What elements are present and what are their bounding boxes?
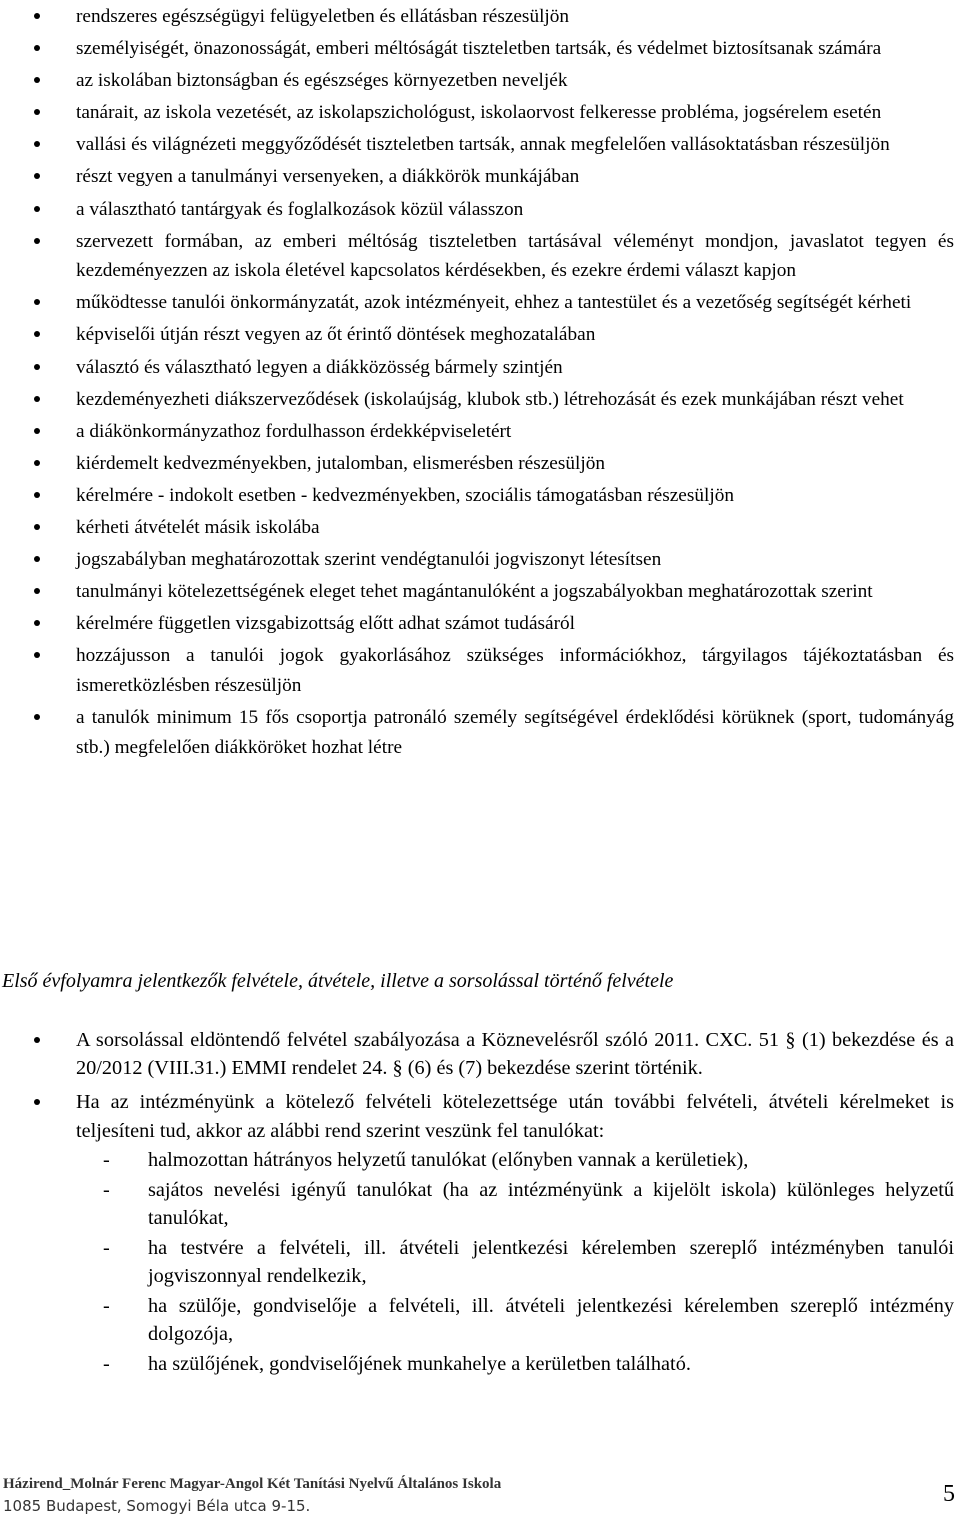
student-rights-list <box>0 2 960 765</box>
bullet-icon <box>34 1099 40 1105</box>
bullet-icon <box>34 492 40 498</box>
bullet-icon <box>34 13 40 19</box>
footer-address: 1085 Budapest, Somogyi Béla utca 9-15. <box>3 1497 311 1515</box>
bullet-icon <box>34 141 40 147</box>
bullet-icon <box>34 588 40 594</box>
bullet-icon <box>34 460 40 466</box>
page-number: 5 <box>943 1481 955 1507</box>
bullet-icon <box>34 652 40 658</box>
bullet-icon <box>34 1037 40 1043</box>
bullet-icon <box>34 714 40 720</box>
bullet-icon <box>34 620 40 626</box>
list-item: vallási és világnézeti meggyőződését tiszteletben tartsák, annak megfelelően vallásoktatásban részesüljön <box>0 130 960 160</box>
list-item: szervezett formában, az emberi méltóság tiszteletben tartásával véleményt mondjon, javaslatot tegyen és kezdeményezzen az iskola életével kapcsolatos kérdésekben, és ezekre érdemi választ kapjon <box>0 227 960 286</box>
list-item: kérelmére független vizsgabizottság előtt adhat számot tudásáról <box>0 609 960 639</box>
bullet-icon <box>34 173 40 179</box>
priority-item: - ha testvére a felvételi, ill. átvételi jelentkezési kérelemben szereplő intézményben tanulói jogviszonnyal rendelkezik, <box>0 1234 954 1290</box>
priority-item: - ha szülője, gondviselője a felvételi, ill. átvételi jelentkezési kérelemben szereplő intézmény dolgozója, <box>0 1292 954 1348</box>
dash-mark: - <box>103 1237 110 1260</box>
list-item: A sorsolással eldöntendő felvétel szabályozása a Köznevelésről szóló 2011. CXC. 51 § (1) bekezdése és a 20/2012 (VIII.31.) EMMI rendelet 24. § (6) és (7) bekezdése szerint történik. <box>0 1026 960 1082</box>
bullet-icon <box>34 428 40 434</box>
priority-list <box>0 1146 954 1378</box>
list-item: hozzájusson a tanulói jogok gyakorlásához szükséges információkhoz, tárgyilagos tájékoztatásban és ismeretközlésben részesüljön <box>0 641 960 700</box>
list-item: részt vegyen a tanulmányi versenyeken, a diákkörök munkájában <box>0 162 960 192</box>
list-item: személyiségét, önazonosságát, emberi méltóságát tiszteletben tartsák, és védelmet biztosítsanak számára <box>0 34 960 64</box>
bullet-icon <box>34 331 40 337</box>
list-item: választó és választható legyen a diákközösség bármely szintjén <box>0 353 960 383</box>
list-item: a választható tantárgyak és foglalkozások közül válasszon <box>0 195 960 225</box>
priority-item: - ha szülőjének, gondviselőjének munkahelye a kerületben található. <box>0 1350 954 1378</box>
bullet-icon <box>34 396 40 402</box>
dash-mark: - <box>103 1295 110 1318</box>
list-item: Ha az intézményünk a kötelező felvételi kötelezettsége után további felvételi, átvételi kérelmeket is teljesíteni tud, akkor az alábbi rend szerint veszünk fel tanulókat: - halmozottan hátrányos helyzetű tanulókat (előnyben vannak a kerületiek), - sajátos nevelési igényű tanulókat (ha az intézményünk a kijelölt iskola) különleges helyzetű tanulókat, - ha testvére a felvételi, ill. átvételi jelentkezési kérelemben szereplő intézményben tanulói jogviszonnyal rendelkezik, - ha szülője, gondviselője a felvételi, ill. átvételi jelentkezési kérelemben szereplő intézmény dolgozója, - ha szülőjének, gondviselőjének munkahelye a kerületben található. <box>0 1088 960 1378</box>
list-item: tanárait, az iskola vezetését, az iskolapszichológust, iskolaorvost felkeresse probléma, jogsérelem esetén <box>0 98 960 128</box>
priority-item: - sajátos nevelési igényű tanulókat (ha az intézményünk a kijelölt iskola) különleges helyzetű tanulókat, <box>0 1176 954 1232</box>
list-item: kezdeményezheti diákszerveződések (iskolaújság, klubok stb.) létrehozását és ezek munkájában részt vehet <box>0 385 960 415</box>
admission-list <box>0 1026 960 1384</box>
list-item: kérelmére - indokolt esetben - kedvezményekben, szociális támogatásban részesüljön <box>0 481 960 511</box>
list-item: az iskolában biztonságban és egészséges környezetben neveljék <box>0 66 960 96</box>
list-item: kérheti átvételét másik iskolába <box>0 513 960 543</box>
bullet-icon <box>34 299 40 305</box>
bullet-icon <box>34 364 40 370</box>
bullet-icon <box>34 556 40 562</box>
dash-mark: - <box>103 1179 110 1202</box>
list-item: a diákönkormányzathoz fordulhasson érdekképviseletért <box>0 417 960 447</box>
bullet-icon <box>34 238 40 244</box>
bullet-icon <box>34 77 40 83</box>
list-item: a tanulók minimum 15 fős csoportja patronáló személy segítségével érdeklődési körüknek (sport, tudományág stb.) megfelelően diákköröket hozhat létre <box>0 703 960 762</box>
list-item: működtesse tanulói önkormányzatát, azok intézményeit, ehhez a tantestület és a vezetőség segítségét kérheti <box>0 288 960 318</box>
list-item: rendszeres egészségügyi felügyeletben és ellátásban részesüljön <box>0 2 960 32</box>
list-item: kiérdemelt kedvezményekben, jutalomban, elismerésben részesüljön <box>0 449 960 479</box>
section-heading: Első évfolyamra jelentkezők felvétele, átvétele, illetve a sorsolással történő felvétele <box>2 970 674 992</box>
bullet-icon <box>34 206 40 212</box>
dash-mark: - <box>103 1149 110 1172</box>
priority-item: - halmozottan hátrányos helyzetű tanulókat (előnyben vannak a kerületiek), <box>0 1146 954 1174</box>
bullet-icon <box>34 45 40 51</box>
list-item: tanulmányi kötelezettségének eleget tehet magántanulóként a jogszabályokban meghatározottak szerint <box>0 577 960 607</box>
dash-mark: - <box>103 1353 110 1376</box>
list-item: képviselői útján részt vegyen az őt érintő döntések meghozatalában <box>0 320 960 350</box>
bullet-icon <box>34 109 40 115</box>
footer-school-name: Házirend_Molnár Ferenc Magyar-Angol Két Tanítási Nyelvű Általános Iskola <box>3 1476 502 1492</box>
list-item: jogszabályban meghatározottak szerint vendégtanulói jogviszonyt létesítsen <box>0 545 960 575</box>
bullet-icon <box>34 524 40 530</box>
